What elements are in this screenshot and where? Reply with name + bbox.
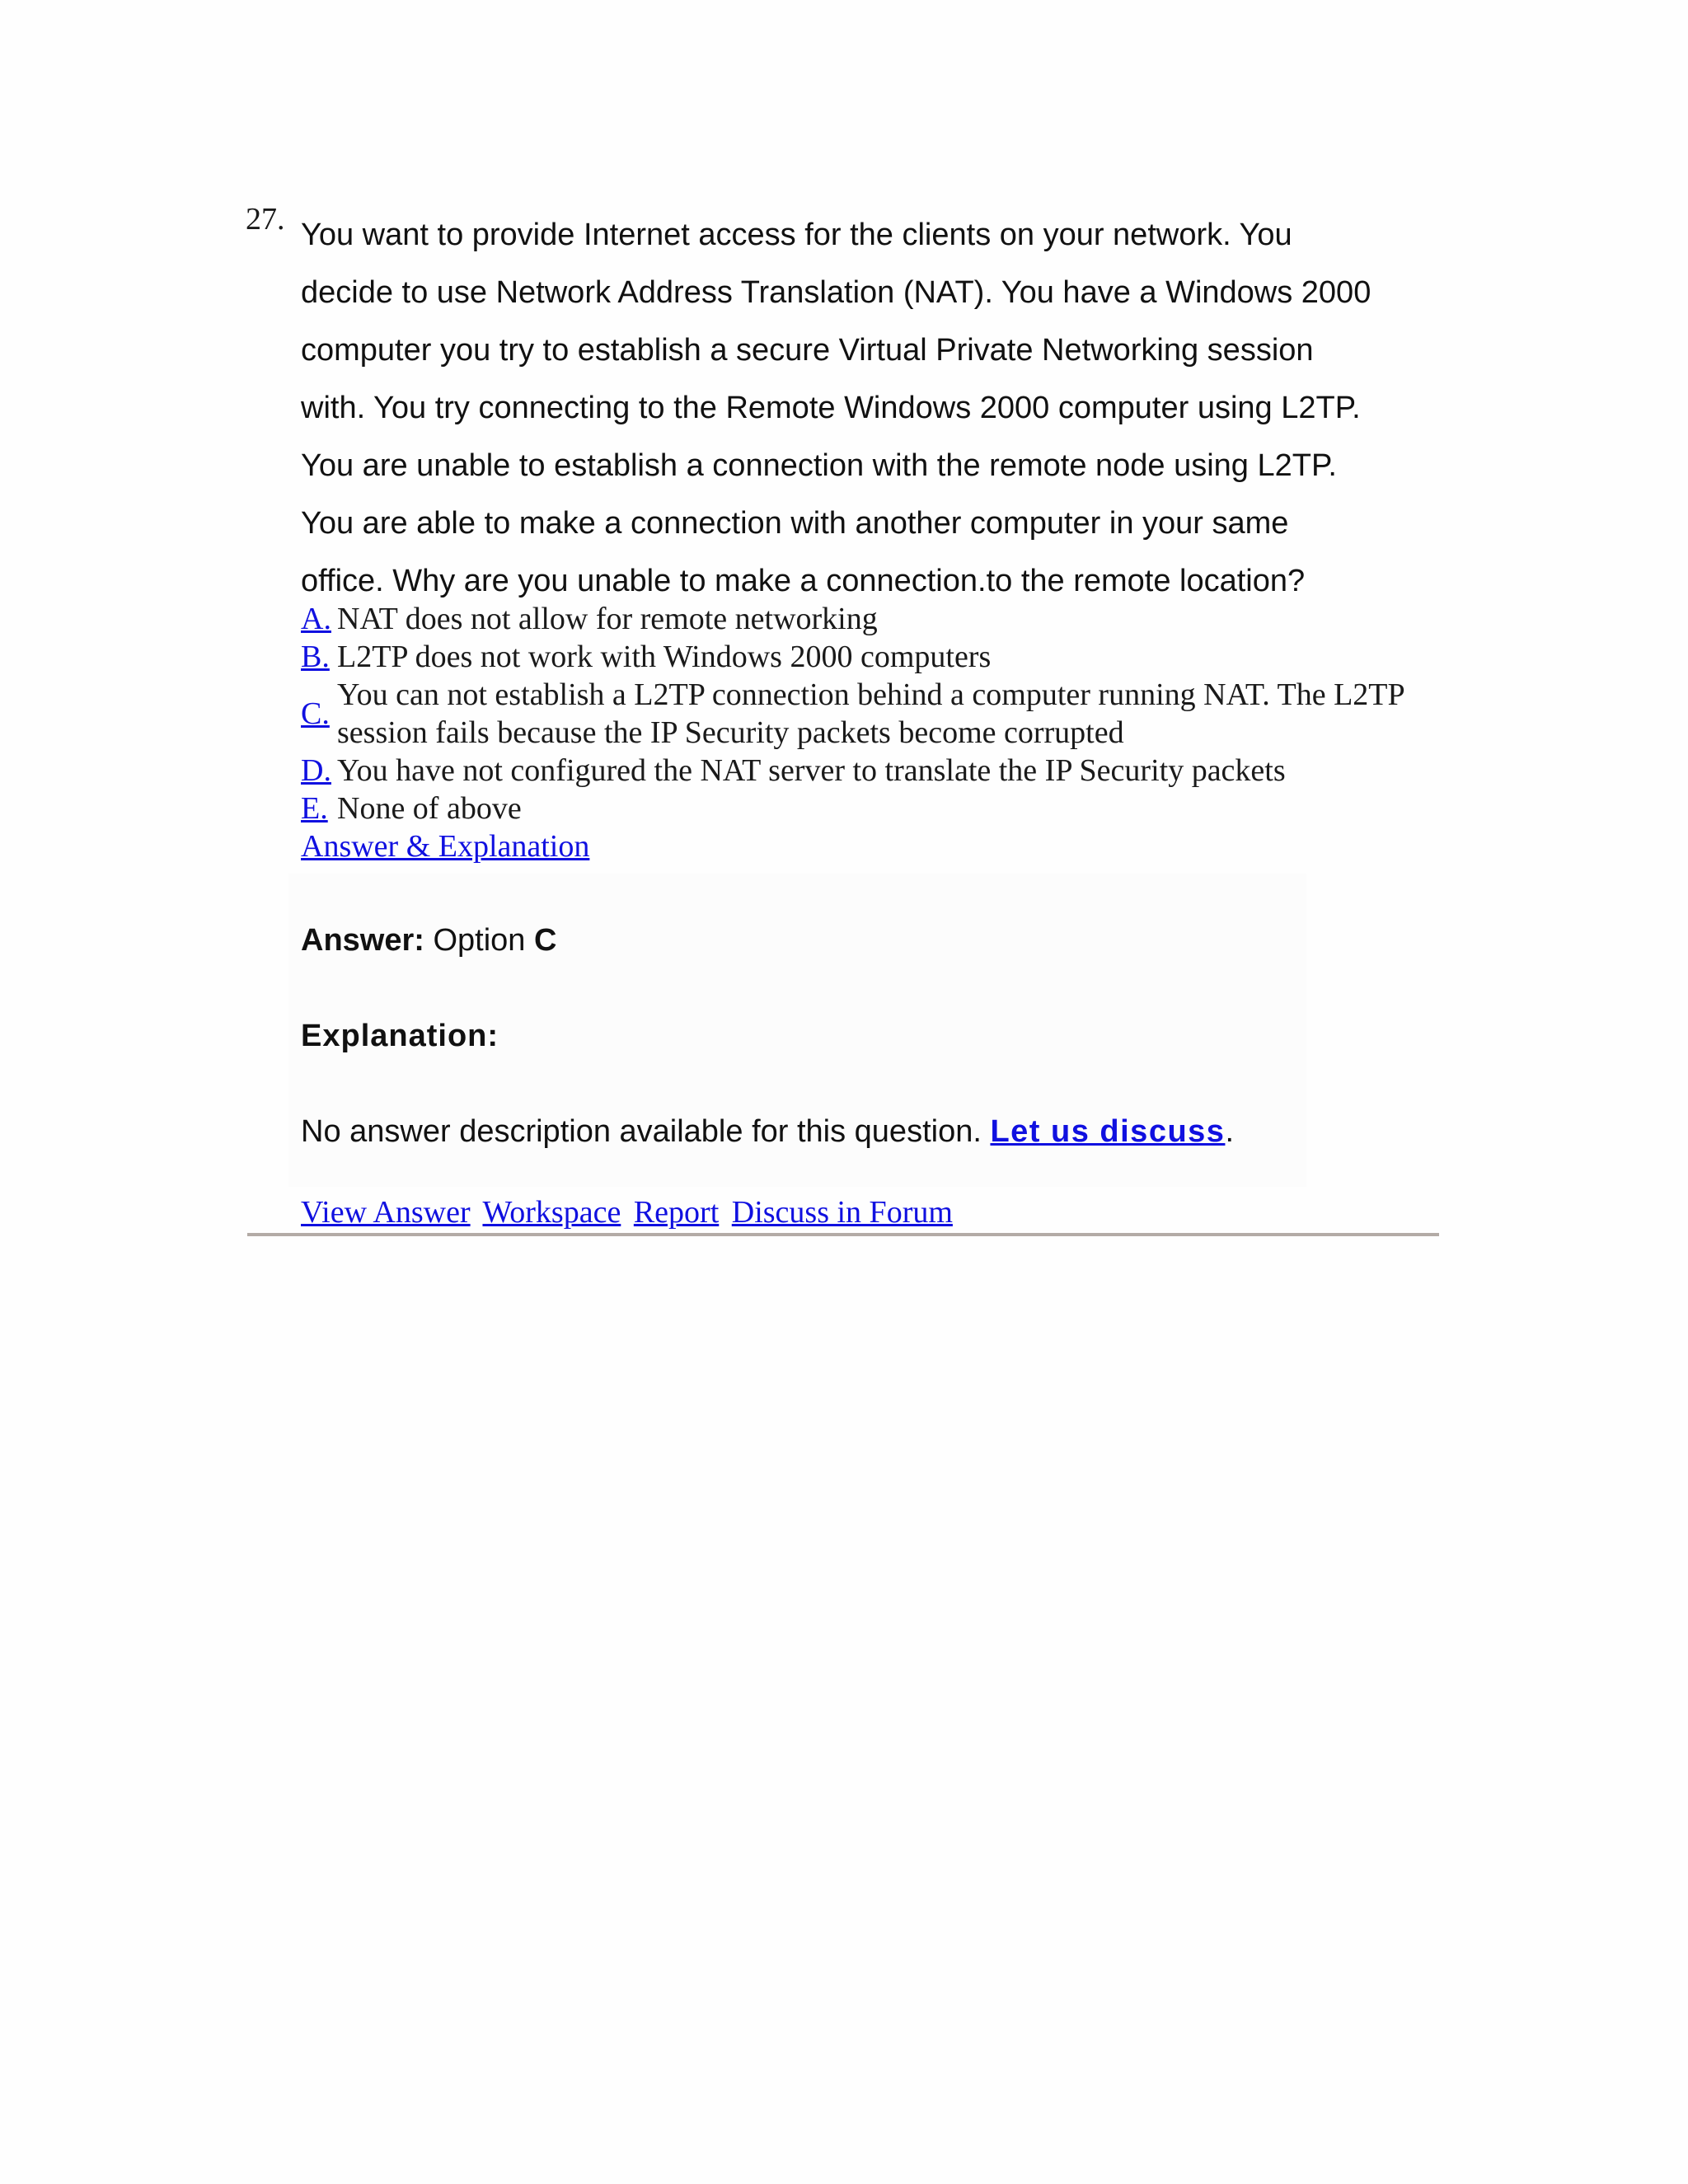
explanation-text: No answer description available for this question. xyxy=(301,1114,982,1149)
answer-prefix: Option xyxy=(433,923,526,958)
option-b-text: L2TP does not work with Windows 2000 computers xyxy=(337,640,992,674)
option-e xyxy=(301,790,1537,827)
answer-line xyxy=(301,923,556,958)
view-answer-link[interactable]: View Answer xyxy=(301,1195,471,1230)
divider xyxy=(247,1233,1439,1236)
answer-explanation-row xyxy=(301,827,1537,865)
option-d-text: You have not configured the NAT server to translate the IP Security packets xyxy=(337,753,1286,788)
explanation-heading: Explanation: xyxy=(301,1019,499,1053)
question-line: You are able to make a connection with another computer in your same xyxy=(301,506,1289,541)
options-list xyxy=(301,600,1537,865)
answer-value: C xyxy=(534,923,557,958)
option-e-text: None of above xyxy=(337,791,522,826)
option-b xyxy=(301,638,1537,676)
question-number: 27. xyxy=(246,202,285,237)
option-a xyxy=(301,600,1537,638)
option-c xyxy=(301,676,1537,752)
let-us-discuss-link[interactable]: Let us discuss xyxy=(990,1114,1226,1149)
answer-explanation-link[interactable]: Answer & Explanation xyxy=(301,829,590,864)
question-line: You are unable to establish a connection with the remote node using L2TP. xyxy=(301,448,1337,483)
question-line: office. Why are you unable to make a connection.to the remote location? xyxy=(301,564,1306,598)
option-b-link[interactable]: B. xyxy=(301,640,330,674)
question-line: decide to use Network Address Translation (NAT). You have a Windows 2000 xyxy=(301,275,1372,310)
option-d xyxy=(301,752,1537,790)
workspace-link[interactable]: Workspace xyxy=(482,1195,621,1230)
discuss-in-forum-link[interactable]: Discuss in Forum xyxy=(731,1195,953,1230)
option-d-link[interactable]: D. xyxy=(301,753,331,788)
option-e-link[interactable]: E. xyxy=(301,791,328,826)
option-a-link[interactable]: A. xyxy=(301,602,331,636)
answer-label: Answer: xyxy=(301,923,424,958)
report-link[interactable]: Report xyxy=(633,1195,720,1230)
option-a-text: NAT does not allow for remote networking xyxy=(337,602,878,636)
question-line: You want to provide Internet access for the clients on your network. You xyxy=(301,218,1292,252)
question-text xyxy=(301,206,1455,610)
option-c-text: You can not establish a L2TP connection behind a computer running NAT. The L2TP session fails because the IP Security packets become corrupted xyxy=(337,677,1404,750)
explanation-body xyxy=(301,1114,1234,1150)
option-c-link[interactable]: C. xyxy=(301,696,330,731)
question-line: with. You try connecting to the Remote Windows 2000 computer using L2TP. xyxy=(301,391,1361,425)
footer-links xyxy=(301,1193,958,1231)
question-line: computer you try to establish a secure Virtual Private Networking session xyxy=(301,333,1314,368)
explanation-trailing: . xyxy=(1225,1114,1234,1149)
